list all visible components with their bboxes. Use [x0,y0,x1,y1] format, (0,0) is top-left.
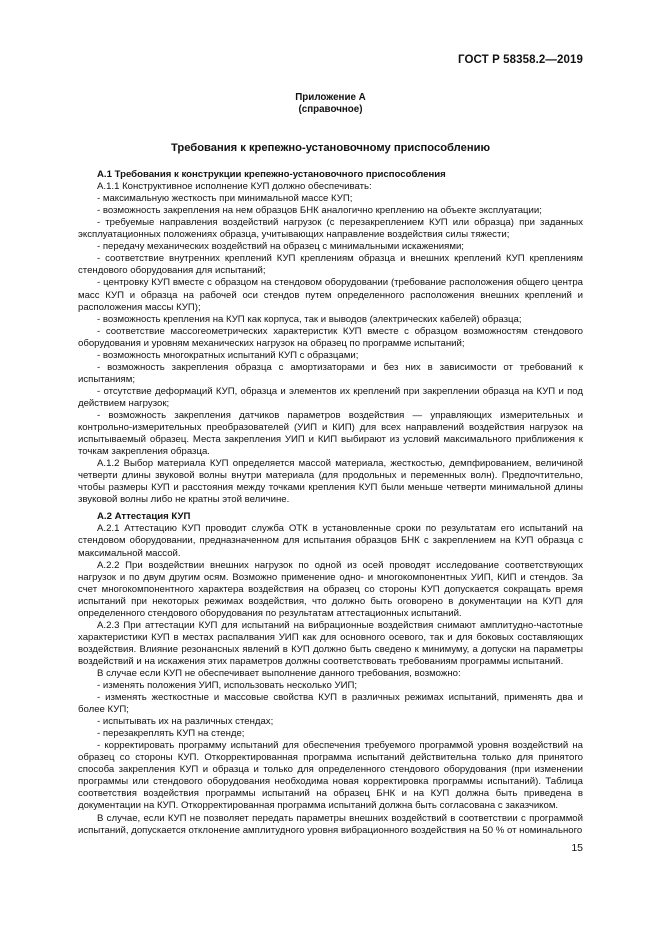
paragraph: - передачу механических воздействий на образец с минимальными искажениями; [97,241,464,253]
paragraph: - соответствие массогеометрических характеристик КУП вместе с образцом возможностям стендового оборудования и уровням механических нагрузок на образец по программе испытаний; [78,325,583,349]
appendix-title: Приложение А [295,92,366,103]
paragraph: А.1.2 Выбор материала КУП определяется массой материала, жесткостью, демпфированием, величиной четверти длины звуковой волны внутри материала (для продольных и переменных волн). Предпочтительно, чтобы размеры КУП и расстояния между точками крепления КУП были меньше четверти минимальной длины звуковой волны либо не кратны этой величине. [78,458,583,506]
paragraph: - возможность закрепления образца с амортизаторами и без них в зависимости от требований к испытаниям; [78,361,583,385]
paragraph: А.2.2 При воздействии внешних нагрузок по одной из осей проводят исследование соответствующих нагрузок и по двум другим осям. Возможно применение одно- и многокомпонентных УИП, КИП и стендов. За счет многокомпонентного характера воздействия на образец со стороны КУП допускается сокращать время испытаний при некоторых режимах воздействия, что должно быть оговорено в документации на КУП для определенного стендового оборудования по результатам аттестационных испытаний. [78,559,583,619]
paragraph: - центровку КУП вместе с образцом на стендовом оборудовании (требование расположения общего центра масс КУП и образца на рабочей оси стендов путем определенного расположения внешних креплений и расположения массы КУП); [78,277,583,313]
paragraph: - возможность крепления на КУП как корпуса, так и выводов (электрических кабелей) образца; [97,313,522,325]
document-title: Требования к крепежно-установочному приспособлению [170,142,491,154]
paragraph: - изменять жесткостные и массовые свойства КУП в различных режимах испытаний, применять два и более КУП; [78,692,583,716]
paragraph: В случае, если КУП не позволяет передать параметры внешних воздействий в соответствии с программой испытаний, допускается отклонение амплитудного уровня вибрационного воздействия на 50 % от номинального [78,812,583,836]
paragraph: А.1.1 Конструктивное исполнение КУП должно обеспечивать: [97,181,372,193]
section-heading-a1: А.1 Требования к конструкции крепежно-установочного приспособления [97,169,446,181]
page-number: 15 [571,842,583,854]
paragraph: - возможность закрепления датчиков параметров воздействия — управляющих измерительных и контрольно-измерительных преобразователей (УИП и КИП) для всех направлений воздействия нагрузок на испытываемый образец. Места закрепления УИП и КИП выбирают из условий максимального приближения к точкам закрепления образца. [78,409,583,458]
paragraph: - возможность закрепления на нем образцов БНК аналогично креплению на объекте эксплуатации; [97,205,542,217]
paragraph: А.2.1 Аттестацию КУП проводит служба ОТК в установленные сроки по результатам его испытаний на стендовом оборудовании, предназначенном для испытания образцов БНК с закреплением на КУП образца с максимальной массой. [78,523,583,559]
paragraph: - отсутствие деформаций КУП, образца и элементов их креплений при закреплении образца на КУП и под действием нагрузок; [78,385,583,409]
paragraph: В случае если КУП не обеспечивает выполнение данного требования, возможно: [97,667,461,679]
standard-id: ГОСТ Р 58358.2—2019 [458,54,583,66]
paragraph: - испытывать их на различных стендах; [97,716,274,728]
page-content [78,92,583,837]
paragraph: А.2.3 При аттестации КУП для испытаний на вибрационные воздействия снимают амплитудно-частотные характеристики КУП в местах распалвания УИП как для основного осевого, так и для боковых составляющих воздействия. Влияние резонансных явлений в КУП должно быть сведено к минимуму, а допуски на параметры воздействий и на искажения этих параметров должны соответствовать требованиям программы испытаний. [78,619,583,667]
paragraph: - возможность многократных испытаний КУП с образцами; [97,349,359,361]
paragraph: - корректировать программу испытаний для обеспечения требуемого программой уровня воздействий на образец со стороны КУП. Откорректированная программа испытаний действительна только для принятого способа закрепления КУП и образца и только для определенного стендового оборудования (при изменении программы или стендового оборудования необходима новая корректировка программы испытаний). Таблица соответствия воздействия программы испытаний на образец БНК и на КУП должна быть приведена в документации на КУП. Откорректированная программа испытаний должна быть согласована с заказчиком. [78,740,583,812]
paragraph: - максимальную жесткость при минимальной массе КУП; [97,193,353,205]
paragraph: - требуемые направления воздействий нагрузок (с перезакреплением КУП или образца) при заданных эксплуатационных положениях образца, учитывающих направление воздействия силы тяжести; [78,217,583,241]
appendix-subtitle: (справочное) [298,104,363,115]
paragraph: - перезакреплять КУП на стенде; [97,728,245,740]
paragraph: - соответствие внутренних креплений КУП креплениям образца и внешних креплений КУП креплениям стендового оборудования для испытаний; [78,253,583,277]
paragraph: - изменять положения УИП, использовать несколько УИП; [97,680,358,692]
section-heading-a2: А.2 Аттестация КУП [97,511,191,523]
